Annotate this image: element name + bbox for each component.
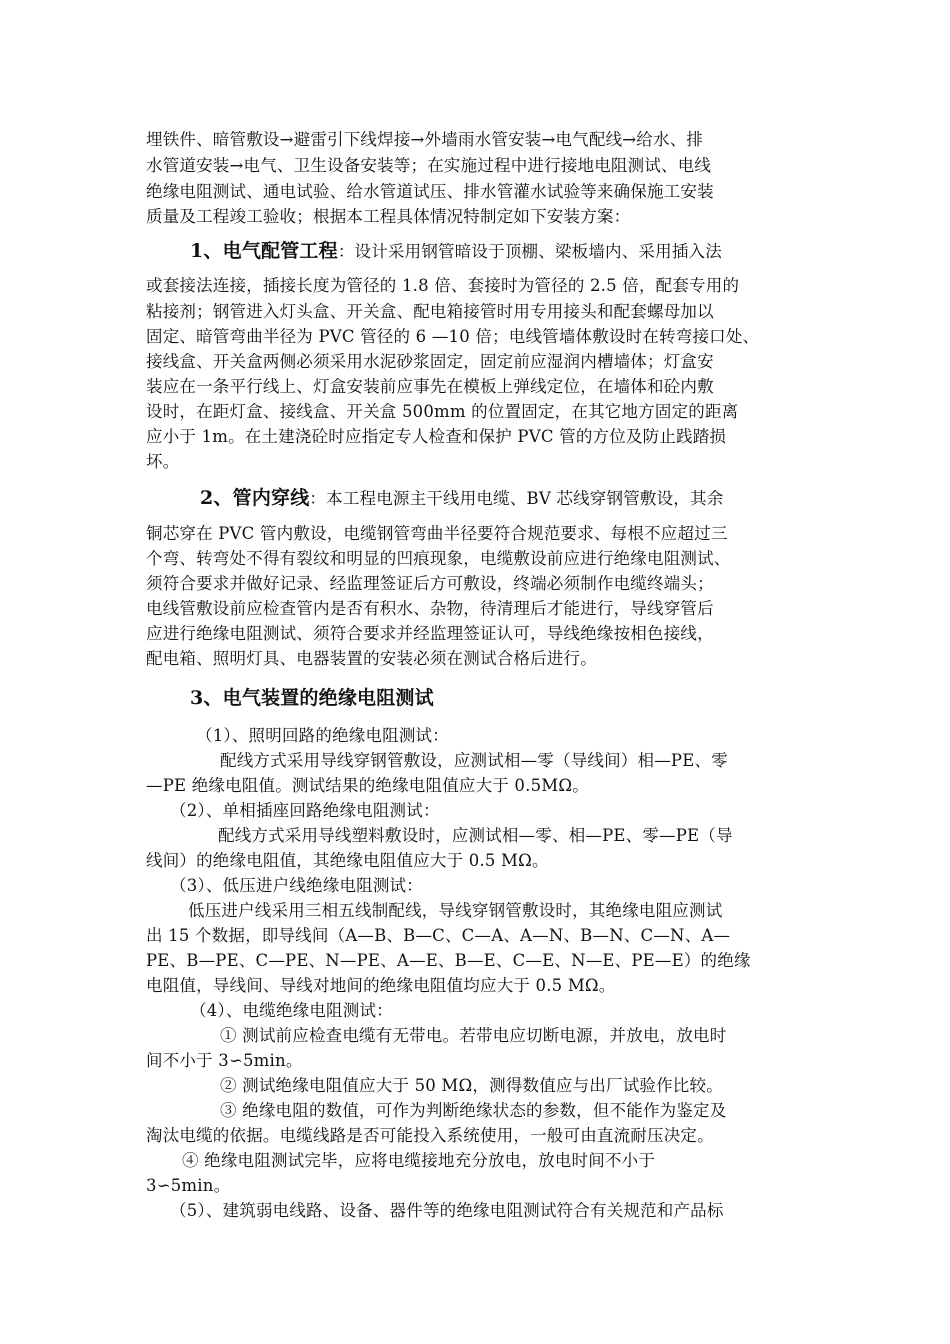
section3-line: ② 测试绝缘电阻值应大于 50 MΩ，测得数值应与出厂试验作比较。	[220, 1076, 723, 1095]
subsection-heading: （2）、单相插座回路绝缘电阻测试：	[170, 801, 440, 820]
subsection-heading: （4）、电缆绝缘电阻测试：	[190, 1001, 393, 1020]
section1-line: 粘接剂；钢管进入灯头盒、开关盒、配电箱接管时用专用接头和配套螺母加以	[146, 302, 714, 321]
section3-title: 3、电气装置的绝缘电阻测试	[190, 687, 434, 709]
subsection-heading: （1）、照明回路的绝缘电阻测试：	[196, 726, 449, 745]
section3-line: 淘汰电缆的依据。电缆线路是否可能投入系统使用，一般可由直流耐压决定。	[146, 1126, 714, 1145]
subsection-heading: （5）、建筑弱电线路、设备、器件等的绝缘电阻测试符合有关规范和产品标	[170, 1201, 724, 1220]
section2-line: 须符合要求并做好记录、经监理签证后方可敷设，终端必须制作电缆终端头；	[146, 574, 714, 593]
section1-line: 或套接法连接，插接长度为管径的 1.8 倍、套接时为管径的 2.5 倍，配套专用的	[146, 276, 740, 295]
section1-title: 1、电气配管工程	[190, 240, 338, 262]
section1-line: 装应在一条平行线上、灯盒安装前应事先在模板上弹线定位，在墙体和砼内敷	[146, 377, 714, 396]
section1-heading	[190, 239, 722, 264]
section2-line: 铜芯穿在 PVC 管内敷设，电缆钢管弯曲半径要符合规范要求、每根不应超过三	[146, 524, 728, 543]
section1-line: 应小于 1m。在土建浇砼时应指定专人检查和保护 PVC 管的方位及防止践踏损	[146, 427, 727, 446]
section3-line: —PE 绝缘电阻值。测试结果的绝缘电阻值应大于 0.5MΩ。	[146, 776, 589, 795]
section3-line: ④ 绝缘电阻测试完毕，应将电缆接地充分放电，放电时间不小于	[182, 1151, 656, 1170]
section1-line: 固定、暗管弯曲半径为 PVC 管径的 6 —10 倍；电线管墙体敷设时在转弯接口处、	[146, 327, 760, 346]
section2-heading	[200, 486, 723, 511]
section3-line: 出 15 个数据，即导线间（A—B、B—C、C—A、A—N、B—N、C—N、A—	[146, 926, 731, 945]
section3-line: 电阻值，导线间、导线对地间的绝缘电阻值均应大于 0.5 MΩ。	[146, 976, 616, 995]
section3-line: 3∽5min。	[146, 1176, 231, 1195]
section3-line: 配线方式采用导线穿钢管敷设，应测试相—零（导线间）相—PE、零	[220, 751, 728, 770]
section2-line: 个弯、转弯处不得有裂纹和明显的凹痕现象，电缆敷设前应进行绝缘电阻测试、	[146, 549, 731, 568]
section2-title: 2、管内穿线	[200, 487, 310, 509]
intro-line: 绝缘电阻测试、通电试验、给水管道试压、排水管灌水试验等来确保施工安装	[146, 182, 714, 201]
section1-lead: ：设计采用钢管暗设于顶棚、梁板墙内、采用插入法	[337, 242, 722, 261]
section2-lead: ：本工程电源主干线用电缆、BV 芯线穿钢管敷设，其余	[309, 489, 724, 508]
section3-line: 低压进户线采用三相五线制配线，导线穿钢管敷设时，其绝缘电阻应测试	[188, 901, 723, 920]
section2-line: 应进行绝缘电阻测试、须符合要求并经监理签证认可，导线绝缘按相色接线，	[146, 624, 714, 643]
intro-line: 质量及工程竣工验收；根据本工程具体情况特制定如下安装方案：	[146, 207, 631, 226]
section3-line: 配线方式采用导线塑料敷设时，应测试相—零、相—PE、零—PE（导	[218, 826, 733, 845]
intro-line: 埋铁件、暗管敷设→避雷引下线焊接→外墙雨水管安装→电气配线→给水、排	[146, 130, 704, 149]
section3-line: 线间）的绝缘电阻值，其绝缘电阻值应大于 0.5 MΩ。	[146, 851, 549, 870]
section3-line: ③ 绝缘电阻的数值，可作为判断绝缘状态的参数，但不能作为鉴定及	[220, 1101, 727, 1120]
section3-line: PE、B—PE、C—PE、N—PE、A—E、B—E、C—E、N—E、PE—E）的绝缘	[146, 951, 751, 970]
section3-line: ① 测试前应检查电缆有无带电。若带电应切断电源，并放电，放电时	[220, 1026, 727, 1045]
section2-line: 配电箱、照明灯具、电器装置的安装必须在测试合格后进行。	[146, 649, 597, 668]
intro-line: 水管道安装→电气、卫生设备安装等；在实施过程中进行接地电阻测试、电线	[146, 156, 712, 175]
subsection-heading: （3）、低压进户线绝缘电阻测试：	[170, 876, 423, 895]
section2-line: 电线管敷设前应检查管内是否有积水、杂物，待清理后才能进行，导线穿管后	[146, 599, 714, 618]
section1-line: 坏。	[146, 452, 180, 471]
section1-line: 设时，在距灯盒、接线盒、开关盒 500mm 的位置固定，在其它地方固定的距离	[146, 402, 739, 421]
section3-line: 间不小于 3∽5min。	[146, 1051, 303, 1070]
section1-line: 接线盒、开关盒两侧必须采用水泥砂浆固定，固定前应湿润内槽墙体；灯盒安	[146, 352, 714, 371]
